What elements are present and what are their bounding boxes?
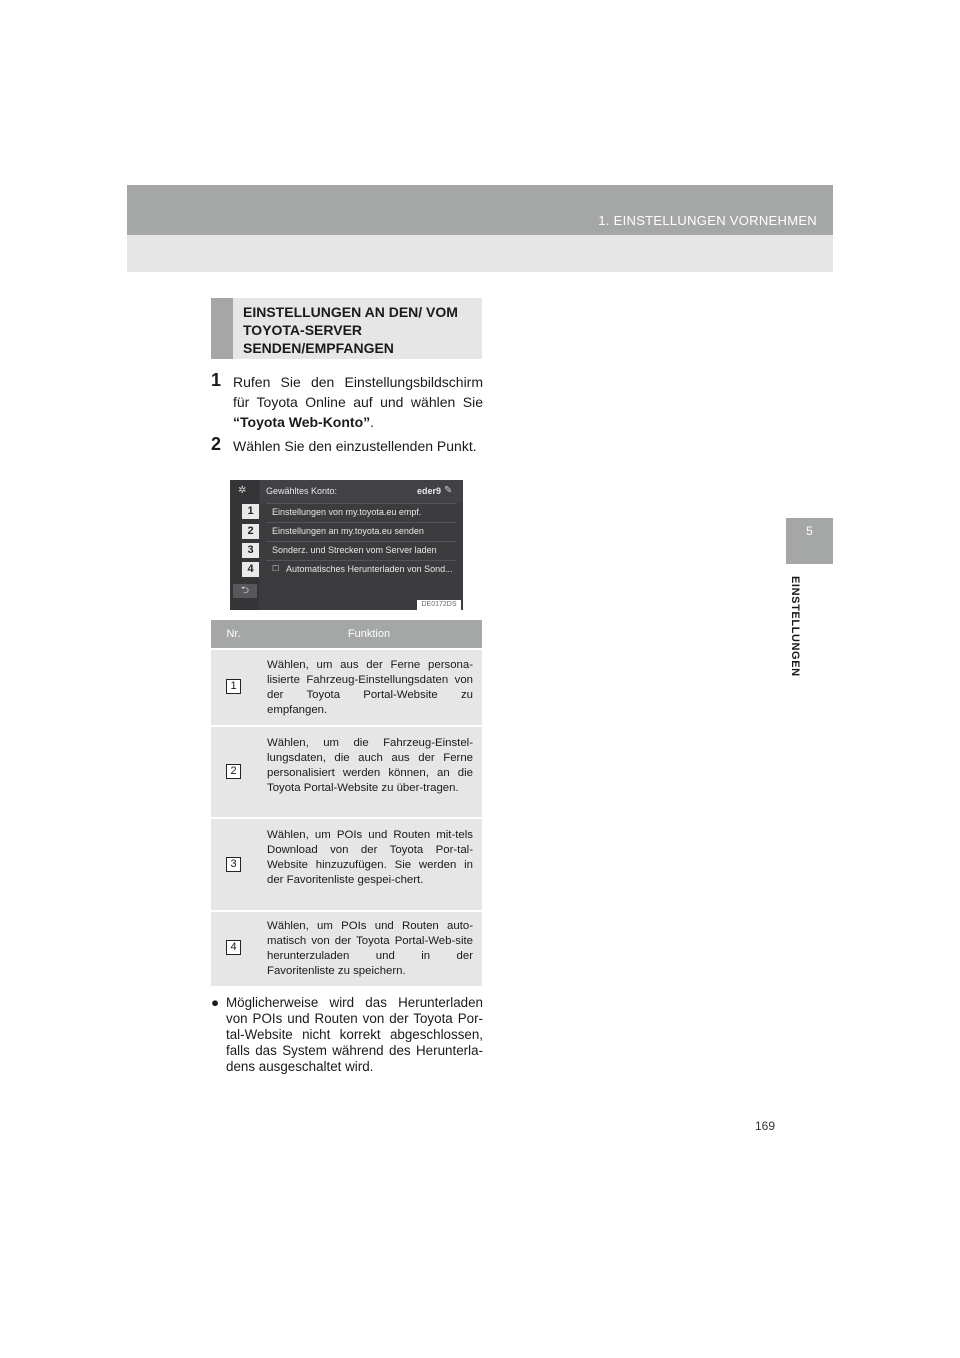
chapter-side-label: EINSTELLUNGEN bbox=[789, 576, 801, 677]
table-row bbox=[211, 648, 482, 725]
row-number: 1 bbox=[226, 679, 241, 694]
screen-account: eder9 bbox=[417, 486, 442, 496]
screen-item-1: Einstellungen von my.toyota.eu empf. bbox=[272, 507, 422, 517]
section-accent-bar bbox=[211, 298, 233, 359]
screen-title: Gewähltes Konto: bbox=[266, 486, 338, 496]
callout-2: 2 bbox=[242, 524, 259, 539]
screen-illustration bbox=[230, 480, 463, 610]
screen-item-4: Automatisches Herunterladen von Sond... bbox=[286, 564, 453, 574]
step-text-bold: “Toyota Web-Konto” bbox=[233, 414, 371, 430]
callout-4: 4 bbox=[242, 562, 259, 577]
chapter-number: 5 bbox=[806, 524, 813, 538]
function-table bbox=[211, 620, 482, 986]
page-number: 169 bbox=[754, 1119, 776, 1133]
section-title: EINSTELLUNGEN AN DEN/ VOM TOYOTA-SERVER SENDEN/EMPFANGEN bbox=[243, 304, 458, 356]
checkbox-icon: ☐ bbox=[272, 564, 280, 573]
row-number-cell bbox=[211, 650, 256, 725]
back-arrow-icon: ⮌ bbox=[233, 584, 257, 598]
section-header bbox=[211, 298, 482, 359]
table-row bbox=[211, 910, 482, 986]
callout-3: 3 bbox=[242, 543, 259, 558]
step-1 bbox=[211, 372, 483, 432]
screen-row-3 bbox=[266, 541, 456, 559]
row-number-cell bbox=[211, 819, 256, 910]
note bbox=[211, 995, 483, 1075]
note-text: Möglicherweise wird das Herunterladen von POIs und Routen von der Toyota Por-tal-Website nicht korrekt abgeschlossen, falls das System während des Herunterla-dens ausgeschaltet wird. bbox=[226, 995, 483, 1074]
screen-row-2 bbox=[266, 522, 456, 540]
step-text: Wählen Sie den einzustellenden Punkt. bbox=[233, 438, 477, 454]
row-number: 3 bbox=[226, 857, 241, 872]
row-text: Wählen, um die Fahrzeug-Einstel-lungsdaten, die auch aus der Ferne personalisiert werden können, an die Toyota Portal-Website zu über-tragen. bbox=[267, 737, 473, 794]
callout-1: 1 bbox=[242, 504, 259, 519]
row-number: 2 bbox=[226, 764, 241, 779]
connected-services-icon: ✲ bbox=[238, 485, 247, 496]
chapter-side-label-wrap bbox=[789, 576, 809, 686]
table-header bbox=[211, 620, 482, 648]
row-text: Wählen, um POIs und Routen mit-tels Download von der Toyota Por-tal-Website hinzuzufügen. Sie werden in der Favoritenliste gespei-chert. bbox=[267, 829, 473, 886]
row-text: Wählen, um POIs und Routen auto-matisch von der Toyota Portal-Web-site herunterzuladen und in der Favoritenliste zu speichern. bbox=[267, 920, 473, 977]
chapter-tab bbox=[786, 518, 833, 564]
screen-row-4 bbox=[266, 560, 456, 578]
screen-item-3: Sonderz. und Strecken vom Server laden bbox=[272, 545, 437, 555]
header-band bbox=[127, 235, 833, 272]
table-row bbox=[211, 725, 482, 817]
step-text-plain: Rufen Sie den Einstellungsbildschirm für Toyota Online auf und wählen Sie bbox=[233, 374, 483, 410]
screen-row-1 bbox=[266, 503, 456, 521]
row-number-cell bbox=[211, 727, 256, 817]
chapter-title: 1. EINSTELLUNGEN VORNEHMEN bbox=[598, 213, 817, 228]
column-header-funktion: Funktion bbox=[347, 628, 391, 640]
figure-caption: DE0172DS bbox=[417, 600, 461, 610]
step-text-after: . bbox=[370, 414, 375, 430]
step-text bbox=[233, 372, 483, 432]
step-number: 2 bbox=[211, 434, 222, 454]
bullet-icon: ● bbox=[211, 995, 220, 1010]
step-2 bbox=[211, 436, 483, 456]
column-header-nr: Nr. bbox=[226, 628, 241, 640]
table-row bbox=[211, 817, 482, 910]
step-number: 1 bbox=[211, 370, 222, 390]
row-number: 4 bbox=[226, 940, 241, 955]
row-text: Wählen, um aus der Ferne persona-lisierte Fahrzeug-Einstellungsdaten von der Toyota Portal-Website zu empfangen. bbox=[267, 659, 473, 716]
header-bar bbox=[127, 185, 833, 235]
row-number-cell bbox=[211, 912, 256, 986]
edit-icon: ✎ bbox=[444, 485, 453, 496]
screen-item-2: Einstellungen an my.toyota.eu senden bbox=[272, 526, 424, 536]
